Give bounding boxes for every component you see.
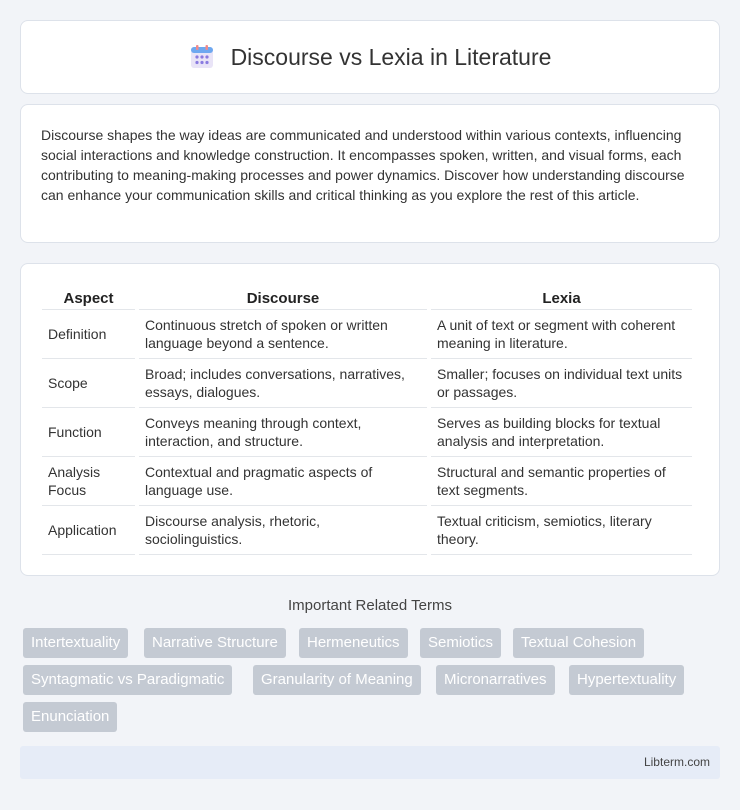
table-row bbox=[42, 408, 692, 457]
lexia-cell: Smaller; focuses on individual text units or passages. bbox=[431, 359, 692, 408]
discourse-cell: Discourse analysis, rhetoric, sociolinguistics. bbox=[139, 506, 427, 555]
title-card bbox=[20, 20, 720, 94]
table-header-row bbox=[42, 284, 692, 310]
header-discourse: Discourse bbox=[139, 284, 427, 310]
lexia-cell: Structural and semantic properties of text segments. bbox=[431, 457, 692, 506]
footer-site-link[interactable]: Libterm.com bbox=[643, 755, 710, 769]
tag-semiotics[interactable]: Semiotics bbox=[420, 628, 501, 658]
table-row bbox=[42, 506, 692, 555]
tag-syntagmatic-vs-paradigmatic[interactable]: Syntagmatic vs Paradigmatic bbox=[23, 665, 232, 695]
comparison-table bbox=[38, 284, 696, 555]
calendar-grid-icon bbox=[189, 44, 215, 70]
tag-hermeneutics[interactable]: Hermeneutics bbox=[299, 628, 408, 658]
lexia-cell: Textual criticism, semiotics, literary theory. bbox=[431, 506, 692, 555]
tag-micronarratives[interactable]: Micronarratives bbox=[436, 665, 555, 695]
discourse-cell: Contextual and pragmatic aspects of language use. bbox=[139, 457, 427, 506]
table-row bbox=[42, 310, 692, 359]
table-row bbox=[42, 457, 692, 506]
lexia-cell: Serves as building blocks for textual analysis and interpretation. bbox=[431, 408, 692, 457]
intro-paragraph: Discourse shapes the way ideas are communicated and understood within various contexts, influencing social interactions and knowledge construction. It encompasses spoken, written, and visual forms, each contributing to meaning-making processes and power dynamics. Discover how understanding discourse can enhance your communication skills and critical thinking as you explore the rest of this article. bbox=[41, 127, 685, 203]
aspect-cell: Scope bbox=[42, 359, 135, 408]
tag-intertextuality[interactable]: Intertextuality bbox=[23, 628, 128, 658]
tag-narrative-structure[interactable]: Narrative Structure bbox=[144, 628, 286, 658]
aspect-cell: Application bbox=[42, 506, 135, 555]
related-terms-title: Important Related Terms bbox=[288, 597, 452, 614]
discourse-cell: Continuous stretch of spoken or written language beyond a sentence. bbox=[139, 310, 427, 359]
tag-hypertextuality[interactable]: Hypertextuality bbox=[569, 665, 684, 695]
header-aspect: Aspect bbox=[42, 284, 135, 310]
header-lexia: Lexia bbox=[431, 284, 692, 310]
aspect-cell: Analysis Focus bbox=[42, 457, 135, 506]
tag-enunciation[interactable]: Enunciation bbox=[23, 702, 117, 732]
table-row bbox=[42, 359, 692, 408]
discourse-cell: Broad; includes conversations, narratives, essays, dialogues. bbox=[139, 359, 427, 408]
footer bbox=[20, 746, 720, 779]
lexia-cell: A unit of text or segment with coherent meaning in literature. bbox=[431, 310, 692, 359]
tag-textual-cohesion[interactable]: Textual Cohesion bbox=[513, 628, 644, 658]
intro-card bbox=[20, 104, 720, 243]
discourse-cell: Conveys meaning through context, interaction, and structure. bbox=[139, 408, 427, 457]
aspect-cell: Function bbox=[42, 408, 135, 457]
page-title: Discourse vs Lexia in Literature bbox=[230, 43, 552, 70]
comparison-card bbox=[20, 263, 720, 576]
tag-granularity-of-meaning[interactable]: Granularity of Meaning bbox=[253, 665, 421, 695]
aspect-cell: Definition bbox=[42, 310, 135, 359]
